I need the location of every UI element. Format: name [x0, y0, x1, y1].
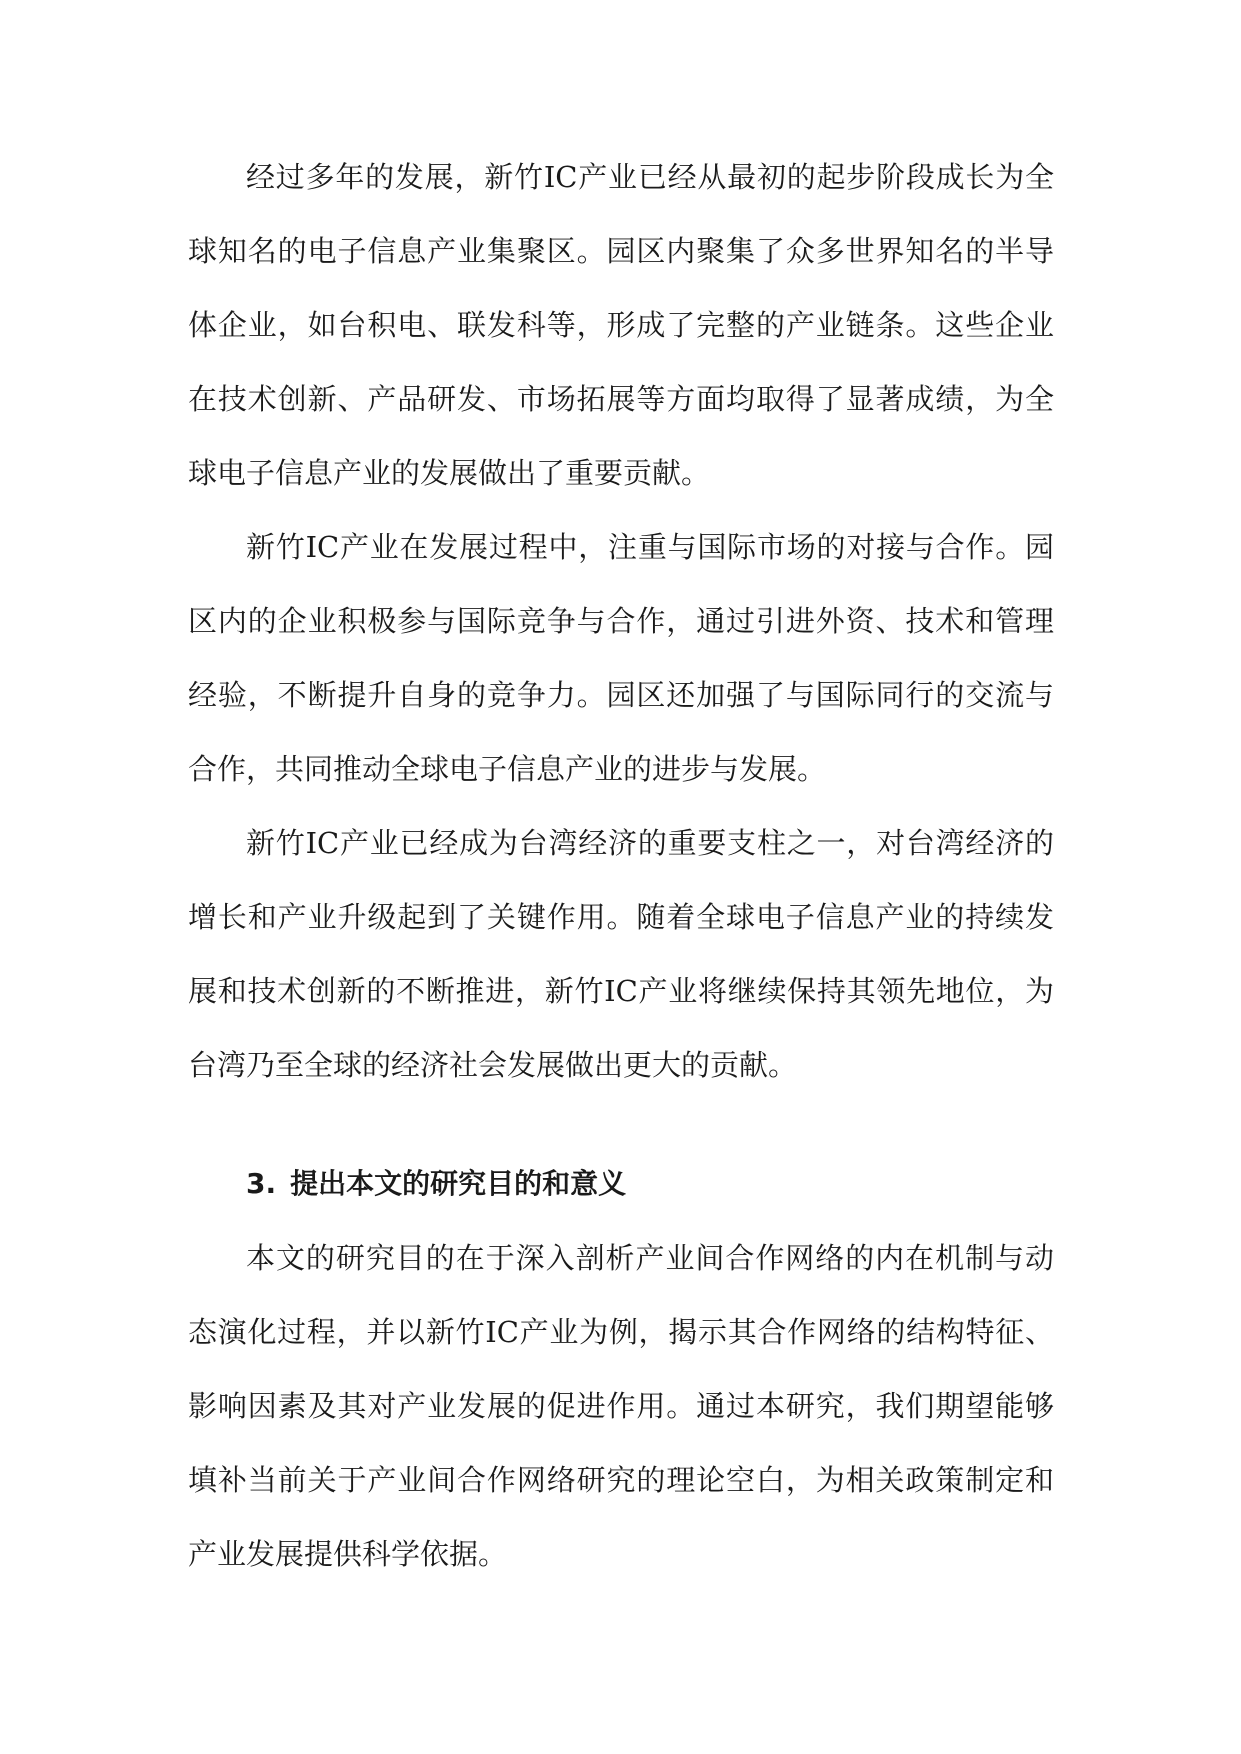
section-title: 提出本文的研究目的和意义	[290, 1167, 627, 1200]
paragraph-research-purpose: 本文的研究目的在于深入剖析产业间合作网络的内在机制与动态演化过程，并以新竹IC产业为例，揭示其合作网络的结构特征、影响因素及其对产业发展的促进作用。通过本研究，我们期望能够填补当前关于产业间合作网络研究的理论空白，为相关政策制定和产业发展提供科学依据。	[188, 1241, 1054, 1571]
document-body	[188, 140, 1054, 1591]
section-number: 3.	[246, 1167, 277, 1200]
section-heading	[188, 1147, 1054, 1221]
paragraph-international-cooperation: 新竹IC产业在发展过程中，注重与国际市场的对接与合作。园区内的企业积极参与国际竞争与合作，通过引进外资、技术和管理经验，不断提升自身的竞争力。园区还加强了与国际同行的交流与合作，共同推动全球电子信息产业的进步与发展。	[188, 530, 1054, 786]
paragraph-economic-pillar: 新竹IC产业已经成为台湾经济的重要支柱之一，对台湾经济的增长和产业升级起到了关键作用。随着全球电子信息产业的持续发展和技术创新的不断推进，新竹IC产业将继续保持其领先地位，为台湾乃至全球的经济社会发展做出更大的贡献。	[188, 826, 1054, 1082]
paragraph-development: 经过多年的发展，新竹IC产业已经从最初的起步阶段成长为全球知名的电子信息产业集聚区。园区内聚集了众多世界知名的半导体企业，如台积电、联发科等，形成了完整的产业链条。这些企业在技术创新、产品研发、市场拓展等方面均取得了显著成绩，为全球电子信息产业的发展做出了重要贡献。	[188, 160, 1054, 490]
